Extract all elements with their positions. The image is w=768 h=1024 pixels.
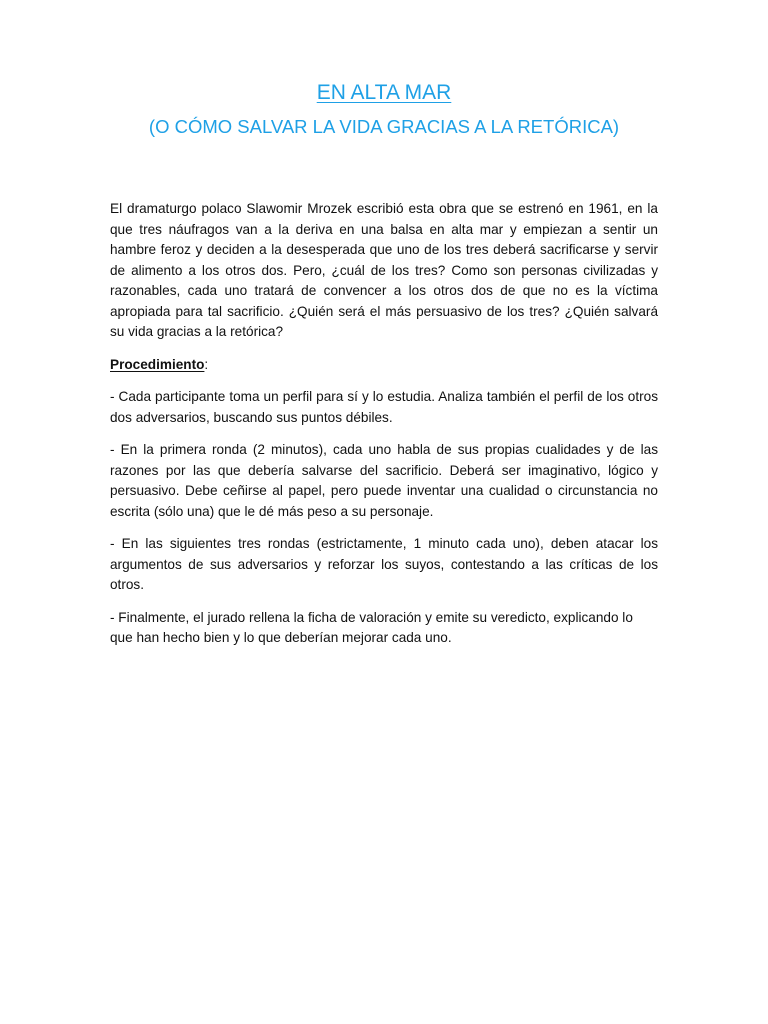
- document-header: [0, 78, 768, 141]
- procedure-colon: :: [204, 356, 209, 372]
- procedure-step-4: - Finalmente, el jurado rellena la ficha de valoración y emite su veredicto, explicando lo que han hecho bien y lo que deberían mejorar cada uno.: [110, 609, 633, 645]
- procedure-heading: [110, 355, 658, 376]
- document-body: [110, 199, 658, 661]
- procedure-step-1: - Cada participante toma un perfil para sí y lo estudia. Analiza también el perfil de los otros dos adversarios, buscando sus puntos débiles.: [110, 389, 658, 425]
- procedure-step-2: - En la primera ronda (2 minutos), cada uno habla de sus propias cualidades y de las razones por las que debería salvarse del sacrificio. Deberá ser imaginativo, lógico y persuasivo. Debe ceñirse al papel, pero puede inventar una cualidad o circunstancia no escrita (sólo una) que le dé más peso a su personaje.: [110, 442, 658, 519]
- document-subtitle: (O CÓMO SALVAR LA VIDA GRACIAS A LA RETÓRICA): [148, 116, 620, 137]
- procedure-step-3: - En las siguientes tres rondas (estrictamente, 1 minuto cada uno), deben atacar los argumentos de sus adversarios y reforzar los suyos, contestando a las críticas de los otros.: [110, 536, 658, 592]
- document-title: EN ALTA MAR: [316, 81, 452, 104]
- procedure-label: Procedimiento: [110, 356, 205, 372]
- intro-paragraph: El dramaturgo polaco Slawomir Mrozek escribió esta obra que se estrenó en 1961, en la que tres náufragos van a la deriva en una balsa en alta mar y empiezan a sentir un hambre feroz y deciden a la desesperada que uno de los tres deberá sacrificarse y servir de alimento a los otros dos. Pero, ¿cuál de los tres? Como son personas civilizadas y razonables, cada uno tratará de convencer a los otros dos de que no es la víctima apropiada para tal sacrificio. ¿Quién será el más persuasivo de los tres? ¿Quién salvará su vida gracias a la retórica?: [110, 201, 658, 339]
